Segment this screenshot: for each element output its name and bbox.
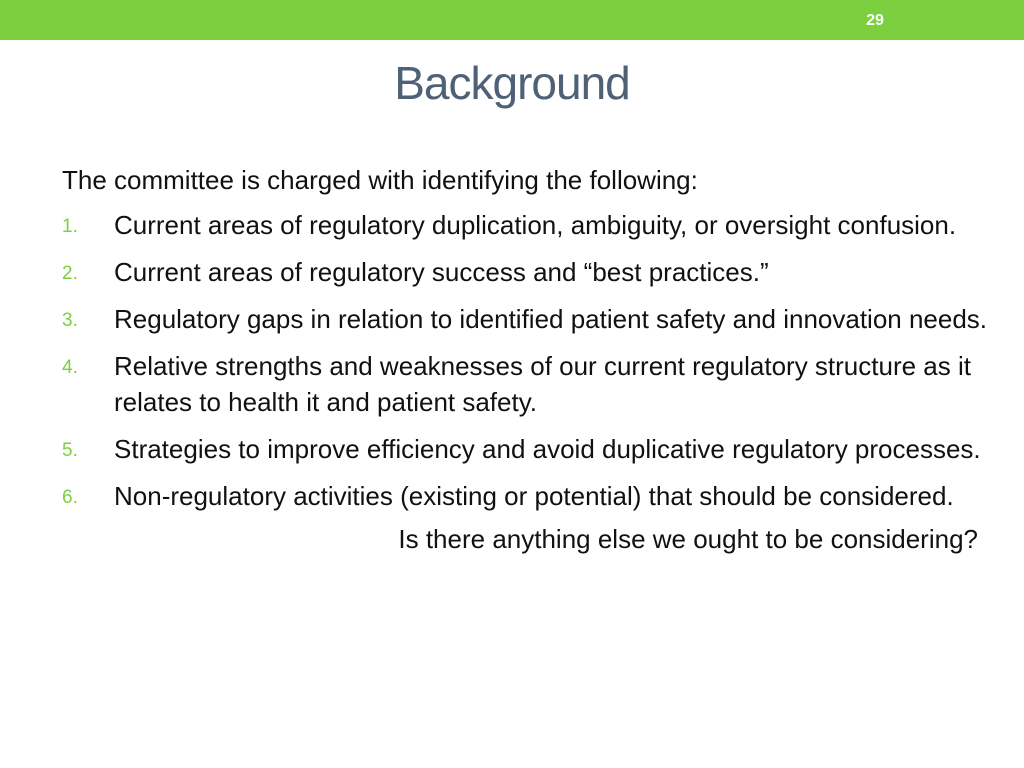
list-item-text: Relative strengths and weaknesses of our current regulatory structure as it relates to health it and patient safety. (114, 351, 971, 417)
list-item-number: 4. (62, 357, 78, 378)
numbered-list (62, 207, 992, 514)
list-item (62, 207, 992, 243)
slide-title: Background (394, 57, 630, 109)
list-item (62, 348, 992, 420)
list-item-text: Regulatory gaps in relation to identified patient safety and innovation needs. (114, 304, 988, 334)
slide-number: 29 (866, 12, 884, 29)
slide-body (62, 162, 992, 557)
list-item (62, 301, 992, 337)
list-item (62, 431, 992, 467)
list-item-text: Current areas of regulatory success and “best practices.” (114, 257, 769, 287)
closing-question: Is there anything else we ought to be considering? (398, 524, 978, 554)
list-item-number: 2. (62, 263, 78, 284)
list-item (62, 478, 992, 514)
list-item-number: 5. (62, 440, 78, 461)
list-item-text: Current areas of regulatory duplication, ambiguity, or oversight confusion. (114, 210, 957, 240)
top-accent-bar (0, 0, 1024, 40)
list-item-number: 1. (62, 216, 78, 237)
list-item-text: Strategies to improve efficiency and avoid duplicative regulatory processes. (114, 434, 981, 464)
list-item (62, 254, 992, 290)
list-item-text: Non-regulatory activities (existing or potential) that should be considered. (114, 481, 954, 511)
list-item-number: 3. (62, 310, 78, 331)
intro-text: The committee is charged with identifying the following: (62, 165, 698, 195)
list-item-number: 6. (62, 487, 78, 508)
